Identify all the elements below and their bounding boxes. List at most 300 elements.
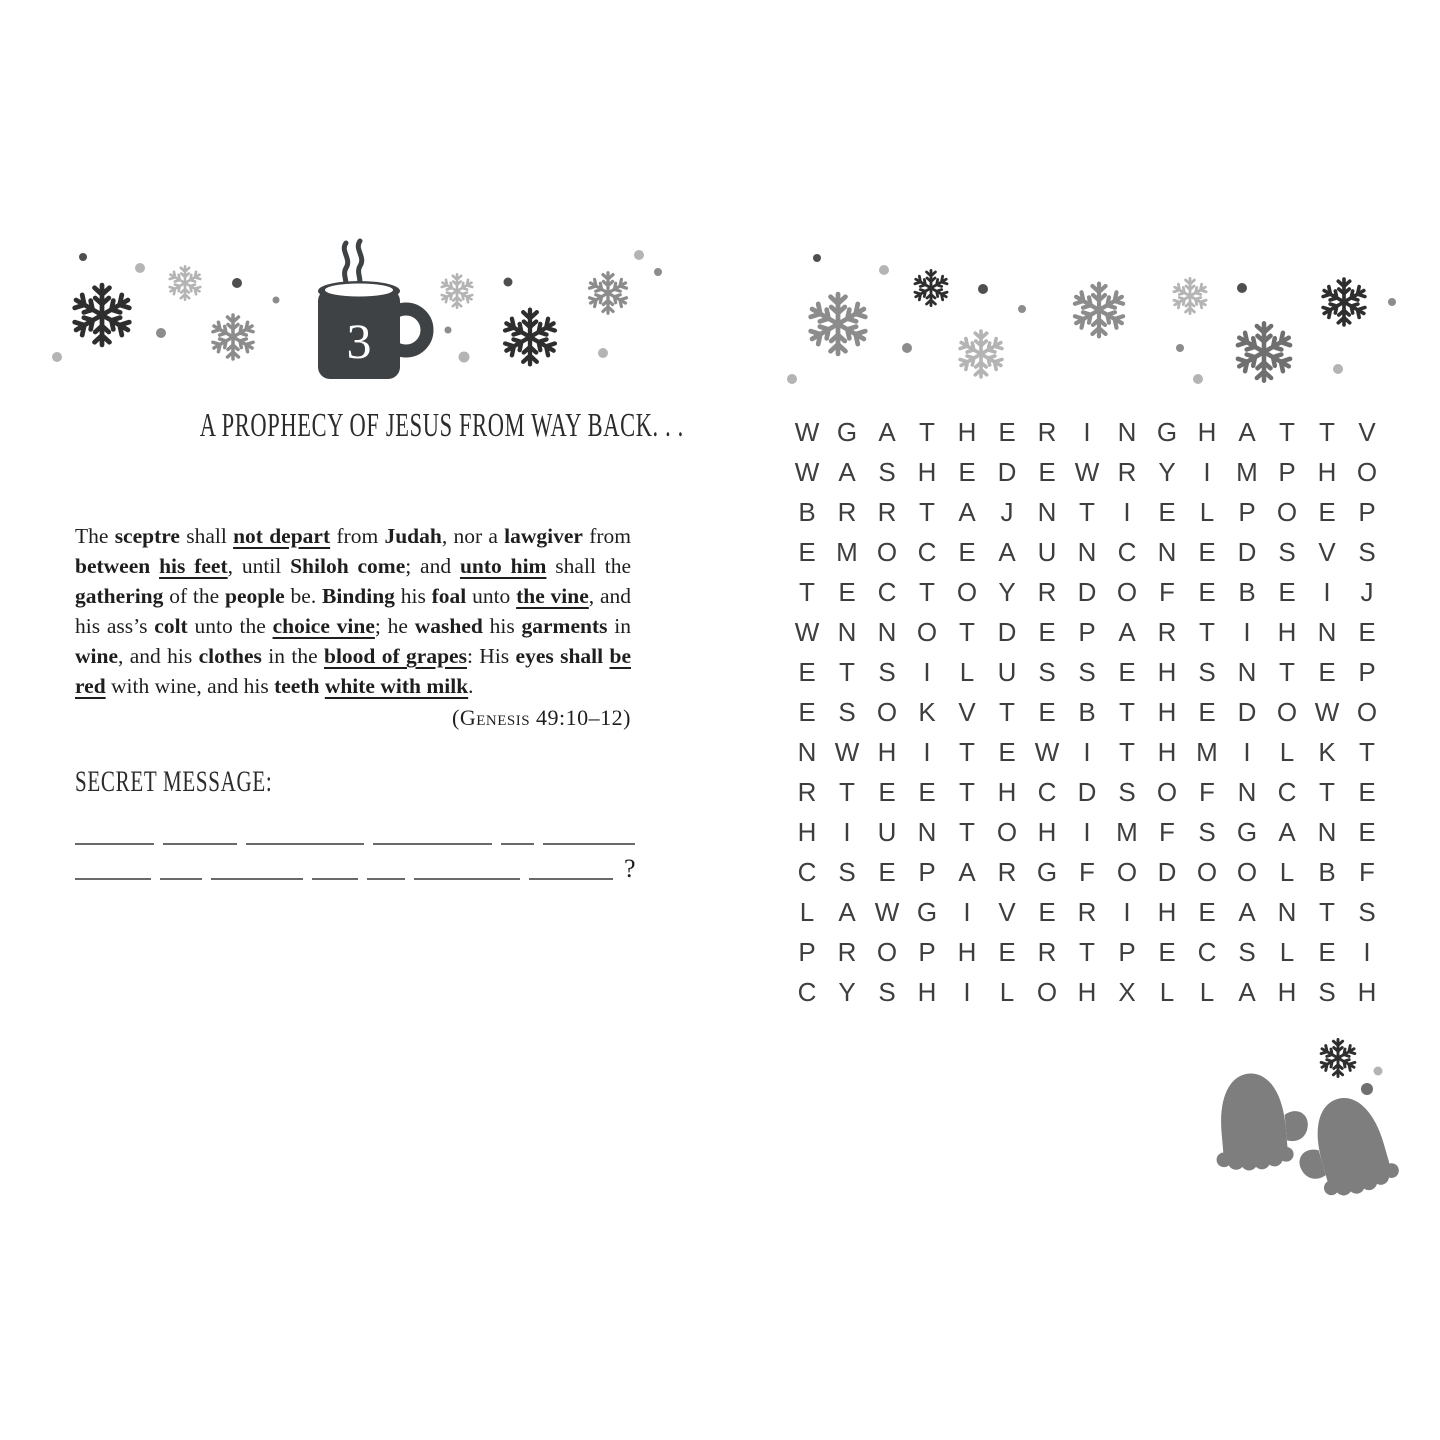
dot-icon — [459, 352, 470, 363]
answer-blank — [312, 858, 358, 880]
snowflake-icon — [958, 331, 1003, 377]
letter-cell: A — [838, 456, 856, 487]
letter-cell: C — [1277, 776, 1297, 807]
answer-blank — [75, 858, 151, 880]
letter-cell: J — [1360, 576, 1374, 607]
answer-blank — [163, 823, 237, 845]
letter-cell: M — [836, 536, 858, 567]
letter-cell: E — [1198, 536, 1216, 567]
letter-cell: D — [1157, 856, 1177, 887]
letter-cell: C — [1037, 776, 1057, 807]
verse-segment: from — [582, 524, 632, 548]
letter-cell: H — [957, 416, 977, 447]
letter-cell: L — [1159, 976, 1175, 1007]
letter-cell: E — [958, 536, 976, 567]
letter-cell: S — [838, 856, 856, 887]
verse-segment: from — [330, 524, 385, 548]
letter-cell: R — [997, 856, 1017, 887]
letter-cell: E — [1198, 896, 1216, 927]
letter-cell: A — [1238, 416, 1256, 447]
letter-cell: E — [998, 736, 1016, 767]
verse-segment: sceptre — [114, 524, 180, 548]
letter-cell: S — [878, 456, 896, 487]
chapter-number: 3 — [346, 313, 372, 369]
letter-cell: M — [1236, 456, 1258, 487]
letter-cell: F — [1159, 816, 1175, 847]
letter-cell: A — [998, 536, 1016, 567]
letter-cell: H — [1277, 616, 1297, 647]
letter-cell: H — [797, 816, 817, 847]
letter-cell: H — [917, 976, 937, 1007]
letter-cell: S — [878, 656, 896, 687]
letter-cell: I — [1083, 816, 1091, 847]
dot-icon — [1374, 1067, 1383, 1076]
verse-segment: in — [607, 614, 631, 638]
letter-cell: T — [959, 616, 975, 647]
dot-icon — [598, 348, 608, 358]
letter-cell: T — [1079, 936, 1095, 967]
letter-cell: U — [1037, 536, 1057, 567]
puzzle-title-text: A PROPHECY OF JESUS FROM WAY BACK. . . — [199, 407, 684, 444]
letter-cell: A — [838, 896, 856, 927]
dot-icon — [273, 297, 280, 304]
snowflake-icon — [1236, 323, 1293, 380]
letter-cell: S — [838, 696, 856, 727]
letter-cell: V — [1358, 416, 1376, 447]
verse-segment: be red — [75, 644, 631, 698]
letter-cell: Y — [1158, 456, 1176, 487]
letter-cell: U — [877, 816, 897, 847]
letter-cell: E — [1158, 496, 1176, 527]
dot-icon — [978, 284, 988, 294]
letter-cell: E — [878, 776, 896, 807]
verse-segment: shall — [179, 524, 234, 548]
verse-segment: , and his ass’s — [75, 584, 632, 638]
letter-cell: R — [1077, 896, 1097, 927]
letter-cell: Y — [998, 576, 1016, 607]
verse-segment: be. — [284, 584, 322, 608]
verse-segment: clothes — [198, 644, 262, 668]
letter-cell: T — [959, 736, 975, 767]
answer-blank — [160, 858, 202, 880]
letter-cell: N — [1037, 496, 1057, 527]
letter-cell: E — [1038, 696, 1056, 727]
letter-cell: S — [878, 976, 896, 1007]
snowflake-icon — [1173, 278, 1208, 313]
letter-cell: B — [1318, 856, 1336, 887]
letter-cell: V — [958, 696, 976, 727]
letter-cell: C — [917, 536, 937, 567]
verse-segment: , until — [227, 554, 291, 578]
letter-cell: P — [1118, 936, 1136, 967]
verse-text — [75, 521, 631, 701]
verse-segment: ; he — [374, 614, 415, 638]
letter-cell: C — [1117, 536, 1137, 567]
letter-cell: O — [1356, 696, 1378, 727]
dot-icon — [79, 253, 87, 261]
letter-cell: D — [997, 456, 1017, 487]
letter-cell: E — [1158, 936, 1176, 967]
letter-cell: T — [839, 656, 855, 687]
letter-cell: A — [1238, 976, 1256, 1007]
letter-cell: E — [1198, 696, 1216, 727]
mitten-left — [1209, 1069, 1311, 1173]
verse-segment: washed — [414, 614, 483, 638]
answer-blank — [373, 823, 492, 845]
letter-cell: H — [1157, 736, 1177, 767]
verse-segment: not depart — [233, 524, 331, 548]
letter-cell: S — [1358, 536, 1376, 567]
snowflake-icon — [1320, 1040, 1357, 1077]
letter-cell: H — [1077, 976, 1097, 1007]
letter-cell: A — [958, 496, 976, 527]
letter-cell: L — [1199, 496, 1215, 527]
letter-cell: H — [997, 776, 1017, 807]
verse-segment: , nor a — [441, 524, 505, 548]
letter-cell: I — [1323, 576, 1331, 607]
letter-cell: H — [1277, 976, 1297, 1007]
letter-cell: P — [918, 936, 936, 967]
letter-cell: W — [1074, 456, 1100, 487]
letter-cell: H — [917, 456, 937, 487]
dot-icon — [156, 328, 166, 338]
letter-cell: T — [1079, 496, 1095, 527]
letter-cell: A — [1278, 816, 1296, 847]
letter-cell: O — [1276, 496, 1298, 527]
snowflake-icon — [211, 315, 255, 359]
letter-cell: S — [1038, 656, 1056, 687]
answer-blank — [529, 858, 613, 880]
letter-cell: W — [794, 616, 820, 647]
answer-blank — [543, 823, 635, 845]
letter-cell: H — [1317, 456, 1337, 487]
letter-cell: F — [1199, 776, 1215, 807]
letter-cell: J — [1000, 496, 1014, 527]
letter-cell: C — [797, 856, 817, 887]
letter-cell: P — [798, 936, 816, 967]
letter-cell: H — [1157, 696, 1177, 727]
verse-segment: with wine, and his — [105, 674, 275, 698]
letter-cell: H — [1037, 816, 1057, 847]
letter-cell: W — [1314, 696, 1340, 727]
letter-cell: N — [797, 736, 817, 767]
letter-cell: S — [1118, 776, 1136, 807]
letter-cell: R — [1037, 416, 1057, 447]
letter-cell: A — [878, 416, 896, 447]
letter-cell: R — [1117, 456, 1137, 487]
verse-segment: the vine — [516, 584, 589, 608]
letter-cell: I — [1083, 736, 1091, 767]
steam-icon — [344, 243, 347, 286]
letter-cell: O — [876, 696, 898, 727]
letter-cell: S — [1078, 656, 1096, 687]
dot-icon — [1237, 283, 1247, 293]
letter-cell: W — [874, 896, 900, 927]
letter-cell: F — [1159, 576, 1175, 607]
dot-icon — [232, 278, 242, 288]
letter-cell: E — [1038, 896, 1056, 927]
letter-cell: L — [1279, 936, 1295, 967]
letter-cell: M — [1196, 736, 1218, 767]
letter-cell: H — [1197, 416, 1217, 447]
letter-cell: B — [798, 496, 816, 527]
verse-segment: gathering — [75, 584, 164, 608]
dot-icon — [504, 278, 513, 287]
letter-cell: G — [916, 896, 938, 927]
letter-cell: T — [1119, 736, 1135, 767]
letter-cell: N — [1077, 536, 1097, 567]
letter-cell: O — [956, 576, 978, 607]
letter-cell: H — [1357, 976, 1377, 1007]
letter-cell: E — [1038, 456, 1056, 487]
letter-cell: G — [836, 416, 858, 447]
mitten-right — [1285, 1088, 1400, 1207]
letter-cell: S — [1278, 536, 1296, 567]
letter-cell: T — [1359, 736, 1375, 767]
letter-cell: I — [1363, 936, 1371, 967]
dot-icon — [1333, 364, 1343, 374]
letter-cell: N — [837, 616, 857, 647]
letter-cell: T — [1319, 776, 1335, 807]
letter-cell: N — [877, 616, 897, 647]
letter-cell: E — [958, 456, 976, 487]
letter-cell: Y — [838, 976, 856, 1007]
verse-segment: people — [224, 584, 285, 608]
dot-icon — [135, 263, 145, 273]
letter-cell: K — [1318, 736, 1336, 767]
dot-icon — [1176, 344, 1184, 352]
dot-icon — [445, 327, 452, 334]
letter-cell: E — [1278, 576, 1296, 607]
letter-cell: T — [1119, 696, 1135, 727]
letter-cell: I — [1123, 896, 1131, 927]
letter-cell: E — [1038, 616, 1056, 647]
snowflake-icon — [808, 294, 867, 354]
mug-opening — [325, 284, 393, 297]
letter-cell: E — [878, 856, 896, 887]
letter-cell: R — [1037, 936, 1057, 967]
question-mark: ? — [624, 853, 636, 883]
snowflake-band-right — [778, 243, 1408, 398]
letter-cell: W — [794, 416, 820, 447]
letter-cell: L — [1279, 736, 1295, 767]
letter-cell: T — [1319, 416, 1335, 447]
verse-segment: foal — [431, 584, 467, 608]
verse-segment: Judah — [384, 524, 442, 548]
verse-segment: teeth — [274, 674, 320, 698]
word-search-grid — [787, 412, 1387, 1012]
answer-blank — [501, 823, 534, 845]
letter-cell: G — [1036, 856, 1058, 887]
letter-cell: R — [877, 496, 897, 527]
letter-cell: P — [1358, 656, 1376, 687]
mittens-icon — [1185, 1028, 1400, 1213]
verse-segment: eyes shall — [515, 644, 610, 668]
letter-cell: T — [919, 496, 935, 527]
letter-cell: N — [1277, 896, 1297, 927]
letter-cell: R — [1157, 616, 1177, 647]
letter-cell: O — [1196, 856, 1218, 887]
letter-cell: H — [1157, 656, 1177, 687]
verse-segment: his — [394, 584, 432, 608]
verse-segment: lawgiver — [504, 524, 583, 548]
verse-segment: garments — [521, 614, 608, 638]
letter-cell: E — [1198, 576, 1216, 607]
answer-blank — [246, 823, 364, 845]
letter-cell: E — [1318, 496, 1336, 527]
letter-cell: N — [1237, 776, 1257, 807]
snowflake-icon — [168, 266, 201, 299]
letter-cell: T — [1279, 416, 1295, 447]
letter-cell: E — [798, 656, 816, 687]
letter-cell: T — [919, 416, 935, 447]
secret-message-line — [75, 845, 645, 883]
verse-segment: unto — [466, 584, 517, 608]
letter-cell: A — [1238, 896, 1256, 927]
letter-cell: L — [1279, 856, 1295, 887]
letter-cell: W — [794, 456, 820, 487]
letter-cell: P — [1238, 496, 1256, 527]
letter-cell: H — [1157, 896, 1177, 927]
letter-cell: S — [1318, 976, 1336, 1007]
letter-cell: G — [1236, 816, 1258, 847]
letter-cell: D — [1237, 536, 1257, 567]
letter-cell: I — [963, 896, 971, 927]
verse-segment — [150, 554, 159, 578]
steam-icon — [358, 241, 361, 284]
letter-cell: O — [1236, 856, 1258, 887]
letter-cell: I — [1083, 416, 1091, 447]
verse-segment: ; and — [405, 554, 460, 578]
letter-cell: T — [1279, 656, 1295, 687]
letter-cell: E — [1318, 656, 1336, 687]
secret-message-line — [75, 810, 645, 845]
letter-cell: E — [1358, 776, 1376, 807]
answer-blank — [367, 858, 405, 880]
verse-segment: white with milk — [324, 674, 469, 698]
verse-segment: Binding — [322, 584, 395, 608]
verse-segment: his — [482, 614, 522, 638]
verse-segment: The — [75, 524, 115, 548]
letter-cell: T — [1319, 896, 1335, 927]
letter-cell: P — [1278, 456, 1296, 487]
letter-cell: C — [1197, 936, 1217, 967]
letter-cell: O — [1116, 576, 1138, 607]
snowflake-icon — [914, 270, 949, 305]
letter-cell: F — [1359, 856, 1375, 887]
verse-citation: (Genesis 49:10–12) — [452, 705, 631, 730]
letter-cell: G — [1156, 416, 1178, 447]
verse-segment: between — [75, 554, 151, 578]
letter-cell: P — [1358, 496, 1376, 527]
letter-cell: T — [959, 816, 975, 847]
dot-icon — [1193, 374, 1203, 384]
answer-blank — [211, 858, 303, 880]
letter-cell: I — [1123, 496, 1131, 527]
letter-cell: D — [997, 616, 1017, 647]
mug-icon — [300, 237, 435, 387]
snowflake-icon — [1073, 284, 1125, 337]
letter-cell: O — [876, 936, 898, 967]
letter-cell: L — [959, 656, 975, 687]
letter-cell: O — [1356, 456, 1378, 487]
letter-cell: I — [923, 736, 931, 767]
letter-cell: K — [918, 696, 936, 727]
letter-cell: N — [1317, 616, 1337, 647]
letter-cell: W — [834, 736, 860, 767]
verse-segment: Shiloh come — [290, 554, 406, 578]
dot-icon — [879, 265, 889, 275]
verse-segment: unto him — [459, 554, 547, 578]
letter-cell: V — [1318, 536, 1336, 567]
letter-cell: M — [1116, 816, 1138, 847]
letter-cell: D — [1237, 696, 1257, 727]
letter-cell: E — [1358, 616, 1376, 647]
snowflake-icon — [503, 310, 557, 365]
snowflake-icon — [1321, 279, 1366, 325]
verse-segment: unto the — [187, 614, 273, 638]
letter-cell: D — [1077, 776, 1097, 807]
letter-cell: H — [957, 936, 977, 967]
letter-cell: D — [1077, 576, 1097, 607]
verse-segment: colt — [154, 614, 188, 638]
letter-cell: I — [963, 976, 971, 1007]
dot-icon — [634, 250, 644, 260]
letter-cell: E — [998, 416, 1016, 447]
letter-cell: V — [998, 896, 1016, 927]
letter-cell: T — [839, 776, 855, 807]
verse-segment: his feet — [159, 554, 228, 578]
snowflake-icon — [440, 274, 473, 307]
letter-cell: R — [1037, 576, 1057, 607]
letter-cell: S — [1198, 816, 1216, 847]
letter-cell: O — [1156, 776, 1178, 807]
verse-segment: shall the — [546, 554, 632, 578]
letter-cell: E — [918, 776, 936, 807]
verse-segment: choice vine — [272, 614, 375, 638]
dot-icon — [52, 352, 62, 362]
dot-icon — [654, 268, 662, 276]
verse-segment: : His — [466, 644, 516, 668]
letter-cell: N — [1317, 816, 1337, 847]
snowflake-icon — [72, 285, 131, 345]
letter-cell: N — [917, 816, 937, 847]
letter-cell: E — [798, 536, 816, 567]
letter-cell: O — [1036, 976, 1058, 1007]
letter-cell: T — [919, 576, 935, 607]
letter-cell: A — [1118, 616, 1136, 647]
secret-message-label-text: SECRET MESSAGE: — [75, 765, 273, 798]
letter-cell: I — [1203, 456, 1211, 487]
puzzle-title — [75, 407, 684, 445]
letter-cell: I — [1243, 616, 1251, 647]
letter-cell: T — [799, 576, 815, 607]
letter-cell: I — [923, 656, 931, 687]
dot-icon — [902, 343, 912, 353]
letter-cell: X — [1118, 976, 1136, 1007]
dot-icon — [1388, 298, 1396, 306]
verse-segment: in the — [261, 644, 324, 668]
letter-cell: L — [799, 896, 815, 927]
letter-cell: R — [837, 496, 857, 527]
secret-message-blanks — [75, 810, 645, 883]
dot-icon — [813, 254, 821, 262]
answer-blank — [414, 858, 520, 880]
letter-cell: U — [997, 656, 1017, 687]
verse-segment: of the — [163, 584, 225, 608]
letter-cell: R — [797, 776, 817, 807]
letter-cell: C — [797, 976, 817, 1007]
